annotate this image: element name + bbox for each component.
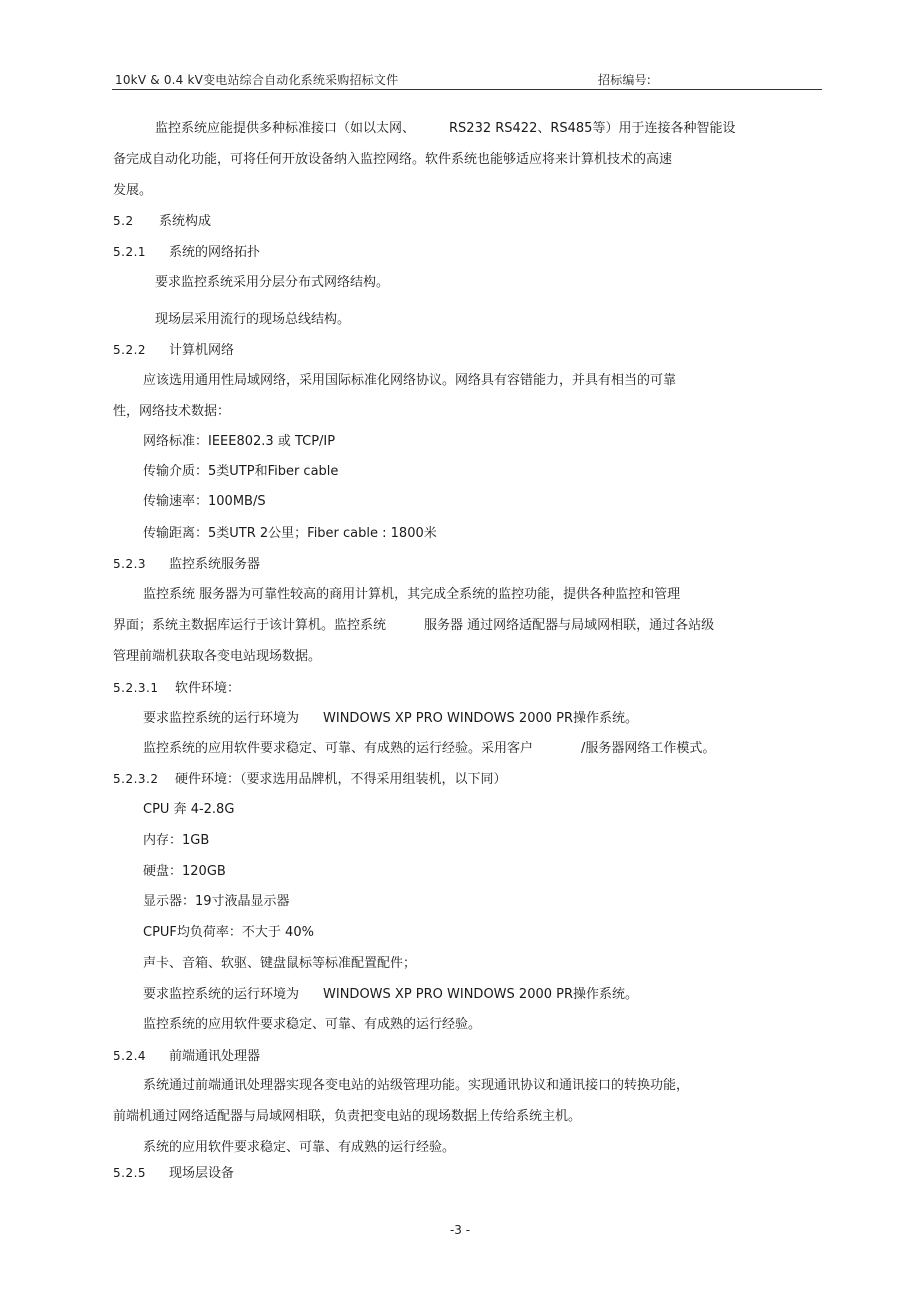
- paragraph-line: 监控系统 服务器为可靠性较高的商用计算机，其完成全系统的监控功能，提供各种监控和管理: [143, 587, 681, 602]
- section-heading-5-2-4: 5.2.4 前端通讯处理器: [113, 1049, 261, 1064]
- paragraph-line: 备完成自动化功能，可将任何开放设备纳入监控网络。软件系统也能够适应将来计算机技术的高速: [113, 152, 673, 167]
- paragraph-line: 前端机通过网络适配器与局域网相联，负责把变电站的现场数据上传给系统主机。: [113, 1109, 582, 1124]
- header-divider: [112, 89, 822, 90]
- paragraph-line: 现场层采用流行的现场总线结构。: [155, 312, 351, 327]
- spec-line: 内存：1GB: [143, 833, 210, 848]
- spec-line: CPU 奔 4-2.8G: [143, 802, 235, 817]
- spec-line: 声卡、音箱、软驱、键盘鼠标等标准配置配件；: [143, 956, 417, 971]
- paragraph-line: 性，网络技术数据：: [113, 404, 231, 419]
- section-heading-5-2-3-1: 5.2.3.1 软件环境：: [113, 681, 241, 696]
- paragraph-line: 监控系统的应用软件要求稳定、可靠、有成熟的运行经验。采用客户 /服务器网络工作模式。: [143, 741, 716, 756]
- paragraph-line: 系统通过前端通讯处理器实现各变电站的站级管理功能。实现通讯协议和通讯接口的转换功能，: [143, 1078, 690, 1093]
- spec-line: CPUF均负荷率：不大于 40%: [143, 925, 314, 940]
- paragraph-line: 发展。: [113, 183, 153, 198]
- spec-line: 传输距离：5类UTR 2公里；Fiber cable : 1800米: [143, 526, 437, 541]
- paragraph-line: 监控系统应能提供多种标准接口（如以太网、 RS232 RS422、RS485等）用于连接各种智能设: [155, 121, 736, 136]
- spec-line: 硬盘：120GB: [143, 864, 226, 879]
- spec-line: 传输介质：5类UTP和Fiber cable: [143, 464, 339, 479]
- section-heading-5-2-3-2: 5.2.3.2 硬件环境：（要求选用品牌机，不得采用组装机，以下同）: [113, 772, 507, 787]
- spec-line: 显示器：19寸液晶显示器: [143, 894, 290, 909]
- bid-number-label: 招标编号:: [598, 73, 652, 87]
- page-number: -3 -: [449, 1223, 471, 1237]
- paragraph-line: 要求监控系统的运行环境为 WINDOWS XP PRO WINDOWS 2000 PR操作系统。: [143, 711, 639, 726]
- paragraph-line: 应该选用通用性局域网络，采用国际标准化网络协议。网络具有容错能力，并具有相当的可靠: [143, 373, 677, 388]
- paragraph-line: 管理前端机获取各变电站现场数据。: [113, 649, 322, 664]
- paragraph-line: 界面；系统主数据库运行于该计算机。监控系统 服务器 通过网络适配器与局域网相联，通过各站级: [113, 618, 715, 633]
- section-heading-5-2-1: 5.2.1 系统的网络拓扑: [113, 245, 261, 260]
- paragraph-line: 要求监控系统的运行环境为 WINDOWS XP PRO WINDOWS 2000 PR操作系统。: [143, 987, 639, 1002]
- paragraph-line: 系统的应用软件要求稳定、可靠、有成熟的运行经验。: [143, 1140, 456, 1155]
- section-heading-5-2: 5.2 系统构成: [113, 214, 212, 229]
- section-heading-5-2-5: 5.2.5 现场层设备: [113, 1166, 235, 1181]
- spec-line: 传输速率：100MB/S: [143, 494, 266, 509]
- paragraph-line: 监控系统的应用软件要求稳定、可靠、有成熟的运行经验。: [143, 1017, 482, 1032]
- document-title: 10kV & 0.4 kV变电站综合自动化系统采购招标文件: [115, 73, 399, 87]
- paragraph-line: 要求监控系统采用分层分布式网络结构。: [155, 275, 390, 290]
- section-heading-5-2-3: 5.2.3 监控系统服务器: [113, 557, 261, 572]
- spec-line: 网络标准：IEEE802.3 或 TCP/IP: [143, 434, 336, 449]
- section-heading-5-2-2: 5.2.2 计算机网络: [113, 343, 235, 358]
